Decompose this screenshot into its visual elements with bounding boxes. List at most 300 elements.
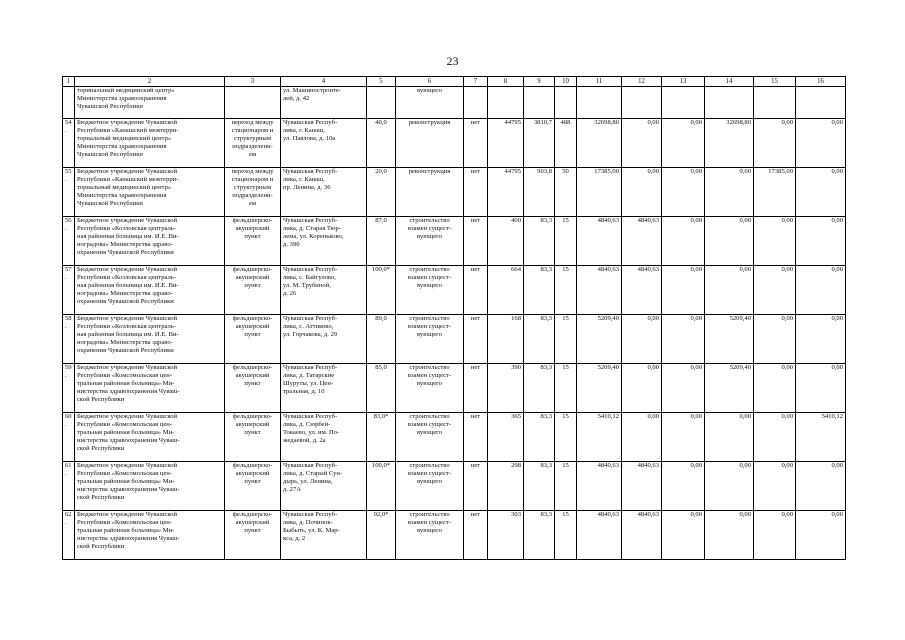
object-type [225, 119, 281, 168]
institution-name-line: Министерства здравоохранения [77, 95, 167, 103]
cell-col-15: 17385,00 [754, 168, 796, 217]
object-address-line: ул. Павлова, д. 10а [283, 135, 336, 143]
work-type [396, 87, 464, 119]
row-number: 61. [63, 462, 75, 511]
cell-col-10: 488 [555, 119, 577, 168]
work-type-line: вующего [417, 478, 442, 486]
institution-name-line: Бюджетное учреждение Чувашской [77, 168, 178, 175]
institution-name-line: нистерства здравоохранения Чуваш- [77, 486, 180, 494]
cell-col-9: 83,3 [524, 217, 555, 266]
cell-col-14: 5209,40 [705, 364, 754, 413]
object-address-line: лика, д. Починок- [283, 519, 333, 527]
object-address-line: лика, д. Старый Сун- [283, 470, 343, 478]
object-address-line: лей, д. 42 [283, 95, 310, 103]
cell-col-14: 5209,40 [705, 315, 754, 364]
object-address [281, 119, 367, 168]
cell-col-9: 83,3 [524, 266, 555, 315]
cell-col-11: 4840,63 [577, 217, 622, 266]
cell-col-9 [524, 87, 555, 119]
column-number-11: 11 [577, 77, 622, 87]
object-address-line: Чувашская Респуб- [283, 364, 338, 371]
object-type-line: ем [248, 151, 257, 159]
work-type [396, 462, 464, 511]
cell-col-12: 4840,63 [622, 266, 662, 315]
object-type-line: стационаром и [231, 176, 274, 184]
cell-col-15: 0,00 [754, 266, 796, 315]
object-address-line: Токаево, ул. им. По- [283, 429, 340, 437]
cell-col-16: 0,00 [796, 266, 846, 315]
institution-name-line: охранения Чувашской Республики [77, 298, 174, 306]
object-address-line: Чувашская Респуб- [283, 462, 338, 469]
cell-col-12: 0,00 [622, 364, 662, 413]
cell-col-11: 5209,40 [577, 315, 622, 364]
cell-col-9: 3810,7 [524, 119, 555, 168]
object-address-line: Быбыть, ул. К. Мар- [283, 527, 340, 535]
cell-col-10: 50 [555, 168, 577, 217]
table-row [63, 217, 846, 266]
institution-name-line: Бюджетное учреждение Чувашской [77, 462, 178, 469]
institution-name [75, 119, 225, 168]
cell-col-7: нет [464, 168, 488, 217]
object-type-line: пункт [244, 380, 261, 388]
cell-col-12: 4840,63 [622, 217, 662, 266]
table-row [63, 168, 846, 217]
work-type-line: взамен сущест- [407, 421, 452, 429]
object-address-line: лика, г. Канаш, [283, 127, 325, 135]
cell-col-15: 0,00 [754, 119, 796, 168]
cell-col-12: 4840,63 [622, 511, 662, 560]
capacity-value [367, 87, 396, 119]
work-type-line: вующего [417, 282, 442, 290]
cell-col-8: 390 [488, 364, 524, 413]
institution-name-line: Чувашской Республики [77, 200, 143, 208]
object-address [281, 87, 367, 119]
cell-col-7 [464, 87, 488, 119]
column-number-8: 8 [488, 77, 524, 87]
work-type-line: взамен сущест- [407, 323, 452, 331]
cell-col-14: 0,00 [705, 462, 754, 511]
institution-name-line: Бюджетное учреждение Чувашской [77, 511, 178, 518]
row-number: 62. [63, 511, 75, 560]
cell-col-13: 0,00 [662, 511, 705, 560]
column-number-5: 5 [367, 77, 396, 87]
object-address-line: кса, д. 2 [283, 535, 306, 543]
cell-col-11 [577, 87, 622, 119]
cell-col-8: 365 [488, 413, 524, 462]
institution-name-line: Республики «Комсомольская цен- [77, 372, 173, 380]
work-type [396, 315, 464, 364]
cell-col-8 [488, 87, 524, 119]
work-type-line: строительство [409, 364, 450, 371]
cell-col-10: 15 [555, 315, 577, 364]
object-address-line: лика, г. Канаш, [283, 176, 325, 184]
column-number-16: 16 [796, 77, 846, 87]
cell-col-15: 0,00 [754, 364, 796, 413]
cell-col-12: 0,00 [622, 119, 662, 168]
capacity-value: 20,0 [367, 168, 396, 217]
object-type-line: подразделени- [232, 192, 273, 200]
institution-name-line: Бюджетное учреждение Чувашской [77, 315, 178, 322]
object-type-line: пункт [244, 478, 261, 486]
cell-col-7: нет [464, 364, 488, 413]
object-type-line: акушерский [235, 421, 270, 429]
cell-col-9: 83,3 [524, 413, 555, 462]
institution-name-line: тральная районная больница» Ми- [77, 429, 175, 437]
cell-col-7: нет [464, 413, 488, 462]
page-number: 23 [446, 54, 459, 68]
institution-name [75, 168, 225, 217]
cell-col-16 [796, 87, 846, 119]
object-address-line: д. 26 [283, 290, 297, 298]
institution-name-line: ноградова» Министерства здраво- [77, 241, 173, 249]
object-type-line: пункт [244, 527, 261, 535]
institution-name [75, 266, 225, 315]
institution-name [75, 364, 225, 413]
cell-col-13: 0,00 [662, 315, 705, 364]
work-type-line: вующего [417, 87, 442, 94]
cell-col-8: 400 [488, 217, 524, 266]
cell-col-12: 0,00 [622, 413, 662, 462]
work-type-line: вующего [417, 380, 442, 388]
object-address [281, 217, 367, 266]
cell-col-10: 15 [555, 413, 577, 462]
object-address-line: Чувашская Респуб- [283, 315, 338, 322]
institution-name-line: ториальный медицинский центр» [77, 184, 172, 192]
work-type-line: строительство [409, 511, 450, 518]
institution-name-line: Чувашской Республики [77, 103, 143, 111]
object-type [225, 87, 281, 119]
object-address-line: Шуруты, ул. Цен- [283, 380, 334, 388]
cell-col-16: 0,00 [796, 168, 846, 217]
cell-col-8: 44795 [488, 119, 524, 168]
object-address [281, 462, 367, 511]
institution-name-line: Республики «Козловская централь- [77, 225, 177, 233]
object-type-line: акушерский [235, 323, 270, 331]
cell-col-13: 0,00 [662, 364, 705, 413]
cell-col-8: 298 [488, 462, 524, 511]
cell-col-13 [662, 87, 705, 119]
column-number-4: 4 [281, 77, 367, 87]
cell-col-13: 0,00 [662, 266, 705, 315]
capacity-value: 92,0* [367, 511, 396, 560]
institution-name-line: ная районная больница им. И.Е. Ви- [77, 331, 179, 339]
cell-col-16: 0,00 [796, 462, 846, 511]
object-address [281, 315, 367, 364]
cell-col-14 [705, 87, 754, 119]
cell-col-15: 0,00 [754, 217, 796, 266]
institution-name-line: торинальный медицинский центр» [77, 87, 175, 94]
object-type [225, 462, 281, 511]
work-type-line: взамен сущест- [407, 274, 452, 282]
object-type-line: переход между [231, 168, 274, 175]
object-type-line: пункт [244, 331, 261, 339]
cell-col-9: 903,8 [524, 168, 555, 217]
work-type-line: взамен сущест- [407, 470, 452, 478]
object-address-line: лика, д. Старая Тюр- [283, 225, 342, 233]
cell-col-11: 5410,12 [577, 413, 622, 462]
object-address [281, 364, 367, 413]
cell-col-14: 0,00 [705, 217, 754, 266]
cell-col-12 [622, 87, 662, 119]
cell-col-15: 0,00 [754, 413, 796, 462]
capacity-value: 87,0 [367, 217, 396, 266]
object-type [225, 315, 281, 364]
row-number: 59. [63, 364, 75, 413]
object-address-line: ул. Горчакова, д. 29 [283, 331, 338, 339]
work-type-line: строительство [409, 413, 450, 420]
row-number: 56. [63, 217, 75, 266]
column-number-15: 15 [754, 77, 796, 87]
cell-col-7: нет [464, 315, 488, 364]
cell-col-7: нет [464, 266, 488, 315]
cell-col-12: 4840,63 [622, 462, 662, 511]
object-type-line: акушерский [235, 470, 270, 478]
object-address-line: жедаевой, д. 2а [283, 437, 326, 445]
object-type-line: фельдшерско- [232, 266, 273, 273]
table-row [63, 87, 846, 119]
cell-col-8: 168 [488, 315, 524, 364]
object-address-line: лика, д. Сюрбей- [283, 421, 331, 429]
cell-col-16: 0,00 [796, 315, 846, 364]
table-row [63, 413, 846, 462]
cell-col-14: 0,00 [705, 266, 754, 315]
institution-name-line: нистерства здравоохранения Чуваш- [77, 437, 180, 445]
cell-col-13: 0,00 [662, 168, 705, 217]
object-address-line: лика, с. Аттиково, [283, 323, 334, 331]
column-number-3: 3 [225, 77, 281, 87]
work-type [396, 168, 464, 217]
header-row [63, 77, 846, 87]
cell-col-15: 0,00 [754, 462, 796, 511]
object-address [281, 266, 367, 315]
column-number-12: 12 [622, 77, 662, 87]
object-address-line: Чувашская Респуб- [283, 413, 338, 420]
cell-col-15 [754, 87, 796, 119]
object-type-line: переход между [231, 119, 274, 126]
table-row [63, 364, 846, 413]
cell-col-10: 15 [555, 462, 577, 511]
work-type-line: взамен сущест- [407, 519, 452, 527]
work-type [396, 364, 464, 413]
cell-col-16: 5410,12 [796, 413, 846, 462]
institution-name-line: Республики «Козловская централь- [77, 323, 177, 331]
cell-col-14: 0,00 [705, 511, 754, 560]
cell-col-11: 5209,40 [577, 364, 622, 413]
work-type-line: вующего [417, 527, 442, 535]
object-address-line: Чувашская Респуб- [283, 266, 338, 273]
cell-col-11: 4840,63 [577, 266, 622, 315]
work-type-line: взамен сущест- [407, 372, 452, 380]
object-address-line: лика, д. Татарские [283, 372, 335, 380]
column-number-1: 1 [63, 77, 75, 87]
capacity-value: 100,0* [367, 462, 396, 511]
institution-name-line: ноградова» Министерства здраво- [77, 290, 173, 298]
cell-col-9: 83,3 [524, 462, 555, 511]
object-type [225, 511, 281, 560]
cell-col-11: 4840,63 [577, 462, 622, 511]
work-type [396, 413, 464, 462]
object-address-line: Чувашская Респуб- [283, 168, 338, 175]
table-row [63, 462, 846, 511]
object-address-line: дырь, ул. Ленина, [283, 478, 333, 486]
object-address [281, 168, 367, 217]
cell-col-16: 0,00 [796, 119, 846, 168]
table-row [63, 266, 846, 315]
cell-col-15: 0,00 [754, 511, 796, 560]
work-type-line: взамен сущест- [407, 225, 452, 233]
cell-col-12: 0,00 [622, 315, 662, 364]
institution-name-line: ная районная больница им. И.Е. Ви- [77, 282, 179, 290]
cell-col-14: 0,00 [705, 413, 754, 462]
object-type-line: фельдшерско- [232, 511, 273, 518]
capacity-value: 100,0* [367, 266, 396, 315]
institution-name-line: нистерства здравоохранения Чуваш- [77, 535, 180, 543]
institution-name-line: ноградова» Министерства здраво- [77, 339, 173, 347]
object-address-line: лема, ул. Кореньково, [283, 233, 344, 241]
table-row [63, 315, 846, 364]
work-type-line: строительство [409, 315, 450, 322]
institution-name-line: Республики «Канашский межтерри- [77, 176, 179, 184]
cell-col-16: 0,00 [796, 511, 846, 560]
row-number: 54. [63, 119, 75, 168]
object-address-line: ул. М. Трубиной, [283, 282, 331, 290]
institution-name-line: Республики «Комсомольская цен- [77, 519, 173, 527]
column-number-9: 9 [524, 77, 555, 87]
column-number-10: 10 [555, 77, 577, 87]
institution-name-line: ской Республики [77, 396, 125, 404]
object-address [281, 511, 367, 560]
data-table [62, 76, 846, 560]
object-address-line: д. 39б [283, 241, 300, 249]
object-type [225, 217, 281, 266]
cell-col-14: 0,00 [705, 168, 754, 217]
object-address-line: Чувашская Респуб- [283, 119, 338, 126]
work-type [396, 217, 464, 266]
institution-name-line: Бюджетное учреждение Чувашской [77, 217, 178, 224]
object-type-line: акушерский [235, 372, 270, 380]
work-type-line: строительство [409, 266, 450, 273]
work-type-line: вующего [417, 331, 442, 339]
object-type-line: структурным [233, 184, 272, 192]
object-address-line: пр. Ленина, д. 36 [283, 184, 331, 192]
column-number-7: 7 [464, 77, 488, 87]
cell-col-12: 0,00 [622, 168, 662, 217]
cell-col-7: нет [464, 511, 488, 560]
cell-col-13: 0,00 [662, 217, 705, 266]
cell-col-8: 303 [488, 511, 524, 560]
object-type-line: пункт [244, 282, 261, 290]
object-type-line: ем [248, 200, 257, 208]
institution-name-line: нистерства здравоохранения Чуваш- [77, 388, 180, 396]
object-type-line: стационаром и [231, 127, 274, 135]
column-number-14: 14 [705, 77, 754, 87]
institution-name-line: Республики «Комсомольская цен- [77, 421, 173, 429]
cell-col-13: 0,00 [662, 462, 705, 511]
object-type [225, 266, 281, 315]
capacity-value: 85,0 [367, 364, 396, 413]
institution-name-line: ской Республики [77, 543, 125, 551]
cell-col-9: 83,3 [524, 511, 555, 560]
work-type-line: вующего [417, 429, 442, 437]
institution-name-line: Бюджетное учреждение Чувашской [77, 119, 178, 126]
institution-name-line: ная районная больница им. И.Е. Ви- [77, 233, 179, 241]
cell-col-10 [555, 87, 577, 119]
cell-col-10: 15 [555, 217, 577, 266]
object-type-line: акушерский [235, 274, 270, 282]
institution-name-line: ториальный медицинский центр» [77, 135, 172, 143]
cell-col-11: 4840,63 [577, 511, 622, 560]
object-type-line: фельдшерско- [232, 315, 273, 322]
work-type [396, 266, 464, 315]
cell-col-16: 0,00 [796, 364, 846, 413]
cell-col-11: 17385,00 [577, 168, 622, 217]
object-type-line: подразделени- [232, 143, 273, 151]
institution-name [75, 462, 225, 511]
object-type-line: акушерский [235, 225, 270, 233]
object-address-line: ул. Машиностроите- [283, 87, 341, 94]
row-number: 58. [63, 315, 75, 364]
institution-name-line: охранения Чувашской Республики [77, 249, 174, 257]
object-type-line: акушерский [235, 519, 270, 527]
institution-name-line: Бюджетное учреждение Чувашской [77, 413, 178, 420]
cell-col-9: 83,3 [524, 364, 555, 413]
work-type [396, 511, 464, 560]
institution-name-line: Республики «Канашский межтерри- [77, 127, 179, 135]
cell-col-7: нет [464, 217, 488, 266]
row-number: 55. [63, 168, 75, 217]
object-address-line: тральная, д. 10 [283, 388, 325, 396]
cell-col-8: 664 [488, 266, 524, 315]
institution-name-line: тральная районная больница» Ми- [77, 527, 175, 535]
object-type [225, 413, 281, 462]
capacity-value: 40,0 [367, 119, 396, 168]
table-row [63, 119, 846, 168]
column-number-13: 13 [662, 77, 705, 87]
work-type-line: реконструкция [408, 119, 451, 126]
capacity-value: 83,0* [367, 413, 396, 462]
institution-name-line: ской Республики [77, 494, 125, 502]
object-type-line: фельдшерско- [232, 217, 273, 224]
object-type [225, 168, 281, 217]
institution-name-line: охранения Чувашской Республики [77, 347, 174, 355]
object-address-line: д. 27А [283, 486, 302, 494]
institution-name-line: Министерства здравоохранения [77, 192, 167, 200]
institution-name-line: тральная районная больница» Ми- [77, 380, 175, 388]
cell-col-10: 15 [555, 511, 577, 560]
object-type-line: фельдшерско- [232, 462, 273, 469]
institution-name [75, 511, 225, 560]
institution-name-line: Бюджетное учреждение Чувашской [77, 364, 178, 371]
institution-name [75, 217, 225, 266]
cell-col-10: 15 [555, 364, 577, 413]
object-address-line: Чувашская Респуб- [283, 511, 338, 518]
cell-col-15: 0,00 [754, 315, 796, 364]
row-number: 57. [63, 266, 75, 315]
work-type-line: строительство [409, 462, 450, 469]
object-type-line: фельдшерско- [232, 364, 273, 371]
cell-col-16: 0,00 [796, 217, 846, 266]
work-type-line: реконструкция [408, 168, 451, 175]
work-type-line: вующего [417, 233, 442, 241]
object-type [225, 364, 281, 413]
institution-name-line: Чувашской Республики [77, 151, 143, 159]
row-number: 60. [63, 413, 75, 462]
cell-col-13: 0,00 [662, 413, 705, 462]
object-type-line: пункт [244, 233, 261, 241]
table-row [63, 511, 846, 560]
object-type-line: структурным [233, 135, 272, 143]
capacity-value: 89,0 [367, 315, 396, 364]
